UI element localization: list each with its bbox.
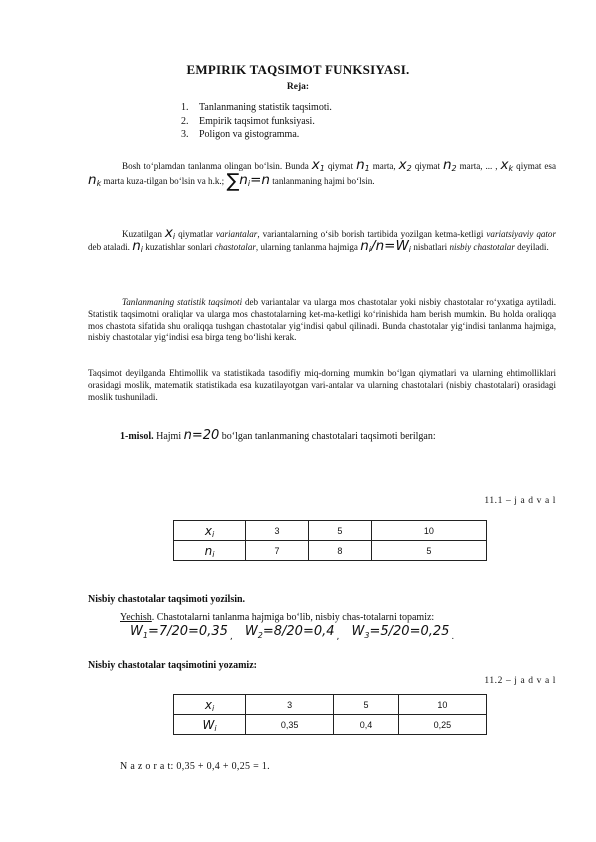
- paragraph-definitions: Kuzatilgan xi qiymatlar variantalar, variantalarning o‘sib borish tartibida yozilgan ketma-ketligi variatsiyaviy qator deb ataladi. ni kuzatishlar sonlari chastotalar, ularning tanlanma hajmiga ni/n=Wi nisbatlari nisbiy chastotalar deyiladi.: [88, 225, 557, 254]
- page-title: EMPIRIK TAQSIMOT FUNKSIYASI.: [186, 62, 410, 77]
- section-heading-relative: Nisbiy chastotalar taqsimoti yozilsin.: [88, 594, 246, 605]
- table-cell: 5: [371, 541, 486, 561]
- paragraph-intro: Bosh to‘plamdan tanlanma olingan bo‘lsin. Bunda x1 qiymat n1 marta, x2 qiymat n2 marta, ... , xk qiymat esa nk marta kuza-tilgan bo‘lsin va h.k.; ∑ni=n tanlanmaning hajmi bo‘lsin.: [88, 157, 556, 192]
- table1-caption: 11.1 – j a d v a l: [484, 496, 556, 506]
- table-row: ni 7 8 5: [174, 541, 487, 561]
- solution-text: Yechish. Chastotalarni tanlanma hajmiga bo‘lib, nisbiy chas-totalarni topamiz:: [120, 612, 435, 623]
- check-line: N a z o r a t: 0,35 + 0,4 + 0,25 = 1.: [120, 761, 270, 772]
- example-statement: 1-misol. Hajmi n=20 bo‘lgan tanlanmaning chastotalari taqsimoti berilgan:: [120, 428, 436, 443]
- plan-list: [181, 101, 332, 142]
- table-cell: 0,4: [334, 715, 398, 735]
- table-row: xi 3 5 10: [174, 521, 487, 541]
- paragraph-distribution-meaning: Taqsimot deyilganda Ehtimollik va statistikada tasodifiy miq-dorning mumkin bo‘lgan qiymatlari va ularning ehtimolliklari orasidagi moslik, matematik statistikada esa kuzatilayotgan vari-antalar va ularning chastotalari (nisbiy chastotalari) orasidagi moslik tushuniladi.: [88, 368, 556, 402]
- section-heading-write: Nisbiy chastotalar taqsimotini yozamiz:: [88, 660, 257, 671]
- table-cell: 0,25: [398, 715, 486, 735]
- table-cell: 0,35: [246, 715, 334, 735]
- table-cell: 3: [246, 695, 334, 715]
- plan-item: 2. Empirik taqsimot funksiyasi.: [181, 115, 315, 127]
- table-row: Wi 0,35 0,4 0,25: [174, 715, 487, 735]
- table-cell: 7: [246, 541, 309, 561]
- table-row: xi 3 5 10: [174, 695, 487, 715]
- plan-item: 3. Poligon va gistogramma.: [181, 129, 300, 140]
- table2-caption: 11.2 – j a d v a l: [484, 676, 556, 686]
- relative-frequency-formulas: $W_1=7/20=0,35$ $_,$ $W_2=8/20=0,4$ $_,$ $W_3=5/20=0,25$ $_.$: [130, 624, 455, 642]
- table-cell: 5: [334, 695, 398, 715]
- plan-heading: Reja:: [286, 82, 310, 92]
- paragraph-statistical-distribution: Tanlanmaning statistik taqsimoti deb variantalar va ularga mos chastotalar yoki nisbiy chastotalar ro‘yxatiga aytiladi. Statistik taqsimotni oraliqlar va ularga mos chastotalarning ket-ma-ketligi ko‘rinishida ham berish mumkin. Bu holda oraliqqa mos chastota sifatida shu oraliqqa tushgan chastotalar yig‘indisi qabul qilinadi. Bunda chastotalar yig‘indisi tanlanma hajmiga, nisbiy chastotalar yig‘indisi esa birga teng bo‘lishi kerak.: [88, 297, 556, 343]
- table-cell: 5: [308, 521, 371, 541]
- table-cell: 10: [398, 695, 486, 715]
- relative-frequency-table: [173, 694, 487, 735]
- table-cell: 10: [371, 521, 486, 541]
- frequency-table: [173, 520, 487, 561]
- table-cell: 3: [246, 521, 309, 541]
- table-cell: 8: [308, 541, 371, 561]
- plan-item: 1. Tanlanmaning statistik taqsimoti.: [181, 102, 332, 113]
